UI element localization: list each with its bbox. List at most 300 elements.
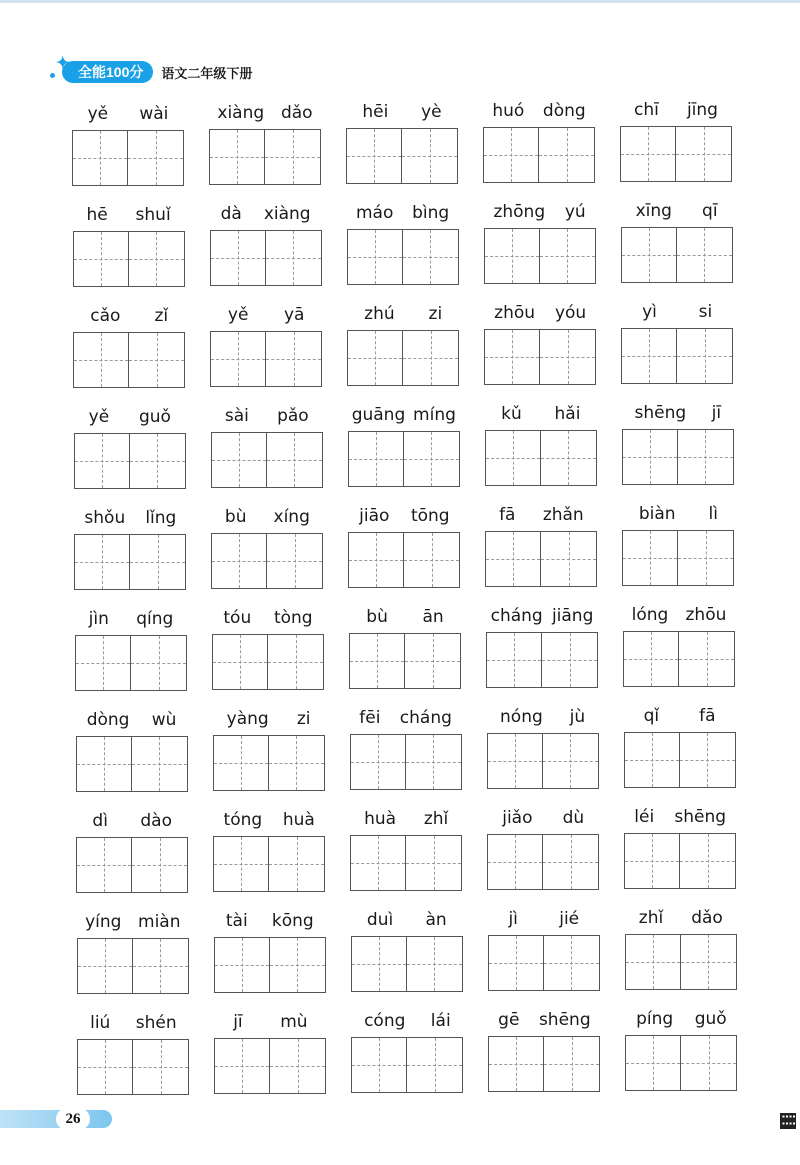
writing-box[interactable] <box>268 634 324 690</box>
writing-box[interactable] <box>541 430 597 486</box>
pinyin-row <box>488 905 600 929</box>
pinyin-syllable: jiāo <box>359 506 390 526</box>
pinyin-row <box>486 602 598 626</box>
pinyin-syllable: yíng <box>85 912 122 932</box>
pinyin-row <box>348 502 460 526</box>
tianzige-pair <box>486 632 598 688</box>
pinyin-syllable: sài <box>224 406 249 426</box>
writing-box[interactable] <box>676 126 732 182</box>
writing-box[interactable] <box>487 834 543 890</box>
pinyin-syllable: míng <box>413 405 456 425</box>
pinyin-syllable: tóng <box>223 810 263 830</box>
word-cell <box>484 198 596 284</box>
writing-box[interactable] <box>133 938 189 994</box>
writing-box[interactable] <box>488 935 544 991</box>
writing-box[interactable] <box>130 534 186 590</box>
pinyin-syllable: yì <box>642 302 657 322</box>
writing-box[interactable] <box>346 128 402 184</box>
writing-box[interactable] <box>214 1038 270 1094</box>
pinyin-syllable: shuǐ <box>135 205 171 225</box>
word-cell <box>487 804 599 890</box>
pinyin-row <box>485 501 597 525</box>
writing-box[interactable] <box>544 1036 600 1092</box>
pinyin-row <box>350 805 462 829</box>
pinyin-syllable: nóng <box>500 707 543 727</box>
writing-box[interactable] <box>621 328 677 384</box>
tianzige-pair <box>487 834 599 890</box>
pinyin-row <box>485 400 597 424</box>
word-cell <box>486 602 598 688</box>
pinyin-syllable: yā <box>283 305 305 325</box>
pinyin-row <box>210 200 322 224</box>
word-cell <box>212 604 324 690</box>
writing-box[interactable] <box>209 129 265 185</box>
pinyin-row <box>351 906 463 930</box>
pinyin-row <box>72 100 184 124</box>
pinyin-syllable: cháng <box>399 708 452 728</box>
tianzige-pair <box>214 1038 326 1094</box>
writing-box[interactable] <box>211 533 267 589</box>
pinyin-row <box>212 604 324 628</box>
writing-box[interactable] <box>77 1039 133 1095</box>
pinyin-syllable: yàng <box>226 709 269 729</box>
pinyin-row <box>346 98 458 122</box>
pinyin-syllable: fā <box>699 706 716 726</box>
pinyin-syllable: léi <box>634 807 655 827</box>
writing-box[interactable] <box>623 631 679 687</box>
word-cell <box>75 605 187 691</box>
tianzige-pair <box>621 328 733 384</box>
writing-box[interactable] <box>484 329 540 385</box>
tianzige-pair <box>483 127 595 183</box>
pinyin-row <box>73 201 185 225</box>
pinyin-syllable: huó <box>492 101 525 121</box>
writing-box[interactable] <box>267 432 323 488</box>
pinyin-syllable: bìng <box>412 203 450 223</box>
pinyin-row <box>74 504 186 528</box>
writing-box[interactable] <box>350 734 406 790</box>
pinyin-row <box>483 97 595 121</box>
pinyin-syllable: jīng <box>686 100 718 120</box>
tianzige-pair <box>73 332 185 388</box>
writing-box[interactable] <box>210 331 266 387</box>
pinyin-syllable: mù <box>280 1012 308 1032</box>
writing-box[interactable] <box>130 433 186 489</box>
pinyin-row <box>620 96 732 120</box>
pinyin-row <box>211 402 323 426</box>
pinyin-syllable: píng <box>636 1009 674 1029</box>
writing-box[interactable] <box>73 332 129 388</box>
pinyin-row <box>348 401 460 425</box>
writing-box[interactable] <box>266 230 322 286</box>
writing-box[interactable] <box>485 531 541 587</box>
tianzige-pair <box>74 433 186 489</box>
pinyin-syllable: bù <box>366 607 388 627</box>
pinyin-syllable: lì <box>708 504 718 524</box>
book-subtitle: 语文二年级下册 <box>161 66 253 82</box>
pinyin-syllable: cóng <box>364 1011 406 1031</box>
writing-box[interactable] <box>211 432 267 488</box>
brand-text: 全能100分 <box>78 64 144 80</box>
pinyin-row <box>622 399 734 423</box>
tianzige-pair <box>347 229 459 285</box>
pinyin-syllable: qī <box>702 201 718 221</box>
writing-box[interactable] <box>214 937 270 993</box>
writing-box[interactable] <box>76 837 132 893</box>
pinyin-syllable: wù <box>151 710 177 730</box>
writing-box[interactable] <box>76 736 132 792</box>
pinyin-syllable: guǒ <box>138 407 171 427</box>
pinyin-syllable: zǐ <box>154 306 169 326</box>
star-icon: ✦ <box>56 55 70 72</box>
writing-box[interactable] <box>72 130 128 186</box>
tianzige-pair <box>210 230 322 286</box>
pinyin-row <box>487 703 599 727</box>
pinyin-row <box>484 299 596 323</box>
writing-box[interactable] <box>77 938 133 994</box>
pinyin-syllable: tōng <box>410 506 450 526</box>
word-cell <box>213 705 325 791</box>
writing-box[interactable] <box>543 733 599 789</box>
word-cell <box>348 401 460 487</box>
pinyin-syllable: wài <box>139 104 169 124</box>
pinyin-row <box>488 1006 600 1030</box>
pinyin-syllable: dòng <box>86 710 130 730</box>
pinyin-syllable: yě <box>227 305 249 325</box>
writing-box[interactable] <box>351 1037 407 1093</box>
writing-box[interactable] <box>485 430 541 486</box>
word-cell <box>623 601 735 687</box>
word-cell <box>350 805 462 891</box>
tianzige-pair <box>622 429 734 485</box>
pinyin-syllable: yě <box>88 407 110 427</box>
pinyin-syllable: àn <box>425 910 447 930</box>
writing-box[interactable] <box>267 533 323 589</box>
writing-box[interactable] <box>543 834 599 890</box>
pinyin-syllable: xiàng <box>217 103 265 123</box>
pinyin-syllable: kōng <box>271 911 314 931</box>
pinyin-syllable: zhú <box>364 304 395 324</box>
writing-box[interactable] <box>73 231 129 287</box>
writing-box[interactable] <box>484 228 540 284</box>
tianzige-pair <box>485 531 597 587</box>
tianzige-pair <box>484 329 596 385</box>
pinyin-syllable: bù <box>224 507 247 527</box>
pinyin-row <box>213 705 325 729</box>
pinyin-row <box>76 706 188 730</box>
pinyin-syllable: gē <box>498 1010 520 1030</box>
writing-box[interactable] <box>402 128 458 184</box>
tianzige-pair <box>214 937 326 993</box>
tianzige-pair <box>77 1039 189 1095</box>
pinyin-syllable: zhǎn <box>542 505 584 525</box>
writing-box[interactable] <box>269 735 325 791</box>
writing-box[interactable] <box>131 635 187 691</box>
writing-box[interactable] <box>132 736 188 792</box>
pinyin-syllable: zhōu <box>685 605 727 625</box>
writing-box[interactable] <box>212 634 268 690</box>
writing-box[interactable] <box>679 631 735 687</box>
word-cell <box>74 403 186 489</box>
tianzige-pair <box>209 129 321 185</box>
word-cell <box>485 501 597 587</box>
pinyin-syllable: xíng <box>273 507 310 527</box>
tianzige-pair <box>348 431 460 487</box>
word-cell <box>488 905 600 991</box>
writing-box[interactable] <box>348 532 404 588</box>
writing-box[interactable] <box>347 330 403 386</box>
writing-box[interactable] <box>544 935 600 991</box>
word-cell <box>76 807 188 893</box>
tianzige-pair <box>213 836 325 892</box>
word-cell <box>211 503 323 589</box>
writing-box[interactable] <box>213 735 269 791</box>
word-cell <box>621 298 733 384</box>
word-cell <box>76 706 188 792</box>
word-cell <box>620 96 732 182</box>
page-number: 26 <box>56 1108 90 1130</box>
writing-box[interactable] <box>487 733 543 789</box>
pinyin-syllable: guǒ <box>694 1009 727 1029</box>
word-cell <box>347 300 459 386</box>
writing-box[interactable] <box>129 231 185 287</box>
pinyin-row <box>347 199 459 223</box>
tianzige-pair <box>348 532 460 588</box>
writing-box[interactable] <box>622 530 678 586</box>
writing-box[interactable] <box>488 1036 544 1092</box>
pinyin-syllable: zhōng <box>493 202 546 222</box>
writing-box[interactable] <box>403 330 459 386</box>
tianzige-pair <box>624 732 736 788</box>
pinyin-syllable: zhōu <box>494 303 536 323</box>
word-cell <box>213 806 325 892</box>
pinyin-syllable: zi <box>296 709 311 729</box>
word-cell <box>73 302 185 388</box>
pinyin-row <box>621 197 733 221</box>
writing-box[interactable] <box>74 534 130 590</box>
pinyin-row <box>625 1005 737 1029</box>
pinyin-syllable: hǎi <box>554 404 581 424</box>
pinyin-row <box>75 605 187 629</box>
writing-box[interactable] <box>270 1038 326 1094</box>
writing-box[interactable] <box>622 429 678 485</box>
word-cell <box>484 299 596 385</box>
pinyin-syllable: shēng <box>674 807 727 827</box>
tianzige-pair <box>75 635 187 691</box>
tianzige-pair <box>351 936 463 992</box>
pinyin-syllable: shǒu <box>84 508 126 528</box>
pinyin-row <box>349 603 461 627</box>
pinyin-row <box>350 704 462 728</box>
pinyin-syllable: chī <box>634 100 659 120</box>
pinyin-row <box>347 300 459 324</box>
pinyin-syllable: dù <box>562 808 585 828</box>
writing-box[interactable] <box>678 530 734 586</box>
pinyin-syllable: jī <box>233 1012 243 1032</box>
writing-box[interactable] <box>351 936 407 992</box>
pinyin-syllable: dào <box>140 811 172 831</box>
pinyin-syllable: fā <box>499 505 516 525</box>
pinyin-syllable: miàn <box>138 912 181 932</box>
writing-box[interactable] <box>132 837 188 893</box>
word-cell <box>483 97 595 183</box>
pinyin-syllable: huà <box>364 809 397 829</box>
writing-box[interactable] <box>621 227 677 283</box>
word-cell <box>74 504 186 590</box>
tianzige-pair <box>488 935 600 991</box>
writing-box[interactable] <box>348 431 404 487</box>
writing-box[interactable] <box>270 937 326 993</box>
word-cell <box>485 400 597 486</box>
writing-box[interactable] <box>265 129 321 185</box>
pinyin-syllable: huà <box>282 810 315 830</box>
pinyin-syllable: guāng <box>351 405 406 425</box>
word-cell <box>214 1008 326 1094</box>
pinyin-row <box>74 403 186 427</box>
writing-box[interactable] <box>133 1039 189 1095</box>
tianzige-pair <box>77 938 189 994</box>
word-cell <box>214 907 326 993</box>
pinyin-row <box>624 702 736 726</box>
pinyin-syllable: zi <box>428 304 443 324</box>
word-cell <box>622 500 734 586</box>
pinyin-syllable: dì <box>92 811 108 831</box>
pinyin-syllable: yóu <box>554 303 587 323</box>
writing-grid <box>72 100 744 1090</box>
writing-box[interactable] <box>128 130 184 186</box>
tianzige-pair <box>213 735 325 791</box>
tianzige-pair <box>621 227 733 283</box>
word-cell <box>77 908 189 994</box>
pinyin-syllable: yú <box>564 202 586 222</box>
writing-box[interactable] <box>681 1035 737 1091</box>
pinyin-syllable: shén <box>135 1013 177 1033</box>
pinyin-row <box>76 807 188 831</box>
writing-box[interactable] <box>269 836 325 892</box>
pinyin-syllable: yě <box>87 104 109 124</box>
pinyin-syllable: cháng <box>490 606 543 626</box>
pinyin-syllable: biàn <box>638 504 676 524</box>
writing-box[interactable] <box>74 433 130 489</box>
writing-box[interactable] <box>541 531 597 587</box>
writing-box[interactable] <box>266 331 322 387</box>
pinyin-syllable: jié <box>559 909 580 929</box>
word-cell <box>349 603 461 689</box>
writing-box[interactable] <box>483 127 539 183</box>
writing-box[interactable] <box>625 934 681 990</box>
writing-box[interactable] <box>347 229 403 285</box>
word-cell <box>73 201 185 287</box>
tianzige-pair <box>211 432 323 488</box>
pinyin-syllable: jù <box>569 707 586 727</box>
word-cell <box>351 906 463 992</box>
pinyin-row <box>625 904 737 928</box>
word-cell <box>77 1009 189 1095</box>
pinyin-syllable: fēi <box>359 708 381 728</box>
writing-box[interactable] <box>539 127 595 183</box>
writing-box[interactable] <box>624 833 680 889</box>
word-cell <box>622 399 734 485</box>
word-cell <box>72 100 184 186</box>
pinyin-syllable: hēi <box>362 102 389 122</box>
writing-box[interactable] <box>620 126 676 182</box>
word-cell <box>621 197 733 283</box>
writing-box[interactable] <box>406 734 462 790</box>
writing-box[interactable] <box>680 833 736 889</box>
pinyin-syllable: lóng <box>631 605 669 625</box>
writing-box[interactable] <box>540 329 596 385</box>
writing-box[interactable] <box>404 532 460 588</box>
writing-box[interactable] <box>540 228 596 284</box>
pinyin-syllable: zhǐ <box>638 908 664 928</box>
tianzige-pair <box>76 736 188 792</box>
writing-box[interactable] <box>486 632 542 688</box>
tianzige-pair <box>210 331 322 387</box>
writing-box[interactable] <box>677 227 733 283</box>
word-cell <box>351 1007 463 1093</box>
tianzige-pair <box>212 634 324 690</box>
writing-box[interactable] <box>403 229 459 285</box>
tianzige-pair <box>72 130 184 186</box>
writing-box[interactable] <box>407 1037 463 1093</box>
writing-box[interactable] <box>625 1035 681 1091</box>
tianzige-pair <box>620 126 732 182</box>
writing-box[interactable] <box>677 328 733 384</box>
pinyin-syllable: jìn <box>88 609 109 629</box>
word-cell <box>487 703 599 789</box>
tianzige-pair <box>347 330 459 386</box>
word-cell <box>350 704 462 790</box>
tianzige-pair <box>351 1037 463 1093</box>
word-cell <box>210 301 322 387</box>
writing-box[interactable] <box>407 936 463 992</box>
pinyin-syllable: kǔ <box>501 404 522 424</box>
writing-box[interactable] <box>680 732 736 788</box>
writing-box[interactable] <box>405 633 461 689</box>
pinyin-syllable: tài <box>225 911 248 931</box>
pinyin-syllable: jì <box>508 909 518 929</box>
writing-box[interactable] <box>678 429 734 485</box>
writing-box[interactable] <box>75 635 131 691</box>
tianzige-pair <box>350 835 462 891</box>
tianzige-pair <box>211 533 323 589</box>
word-cell <box>209 99 321 185</box>
writing-box[interactable] <box>349 633 405 689</box>
top-border <box>0 0 800 3</box>
pinyin-syllable: shēng <box>634 403 687 423</box>
writing-box[interactable] <box>542 632 598 688</box>
pinyin-syllable: jiāng <box>551 606 594 626</box>
writing-box[interactable] <box>210 230 266 286</box>
writing-box[interactable] <box>350 835 406 891</box>
writing-box[interactable] <box>129 332 185 388</box>
writing-box[interactable] <box>404 431 460 487</box>
word-cell <box>346 98 458 184</box>
writing-box[interactable] <box>406 835 462 891</box>
writing-box[interactable] <box>213 836 269 892</box>
writing-box[interactable] <box>624 732 680 788</box>
pinyin-syllable: ān <box>422 607 444 627</box>
pinyin-syllable: tóu <box>223 608 252 628</box>
pinyin-row <box>623 601 735 625</box>
tianzige-pair <box>485 430 597 486</box>
pinyin-syllable: liú <box>90 1013 111 1033</box>
tianzige-pair <box>625 1035 737 1091</box>
writing-box[interactable] <box>681 934 737 990</box>
pinyin-syllable: cǎo <box>90 306 121 326</box>
pinyin-syllable: dòng <box>542 101 586 121</box>
word-cell <box>624 803 736 889</box>
